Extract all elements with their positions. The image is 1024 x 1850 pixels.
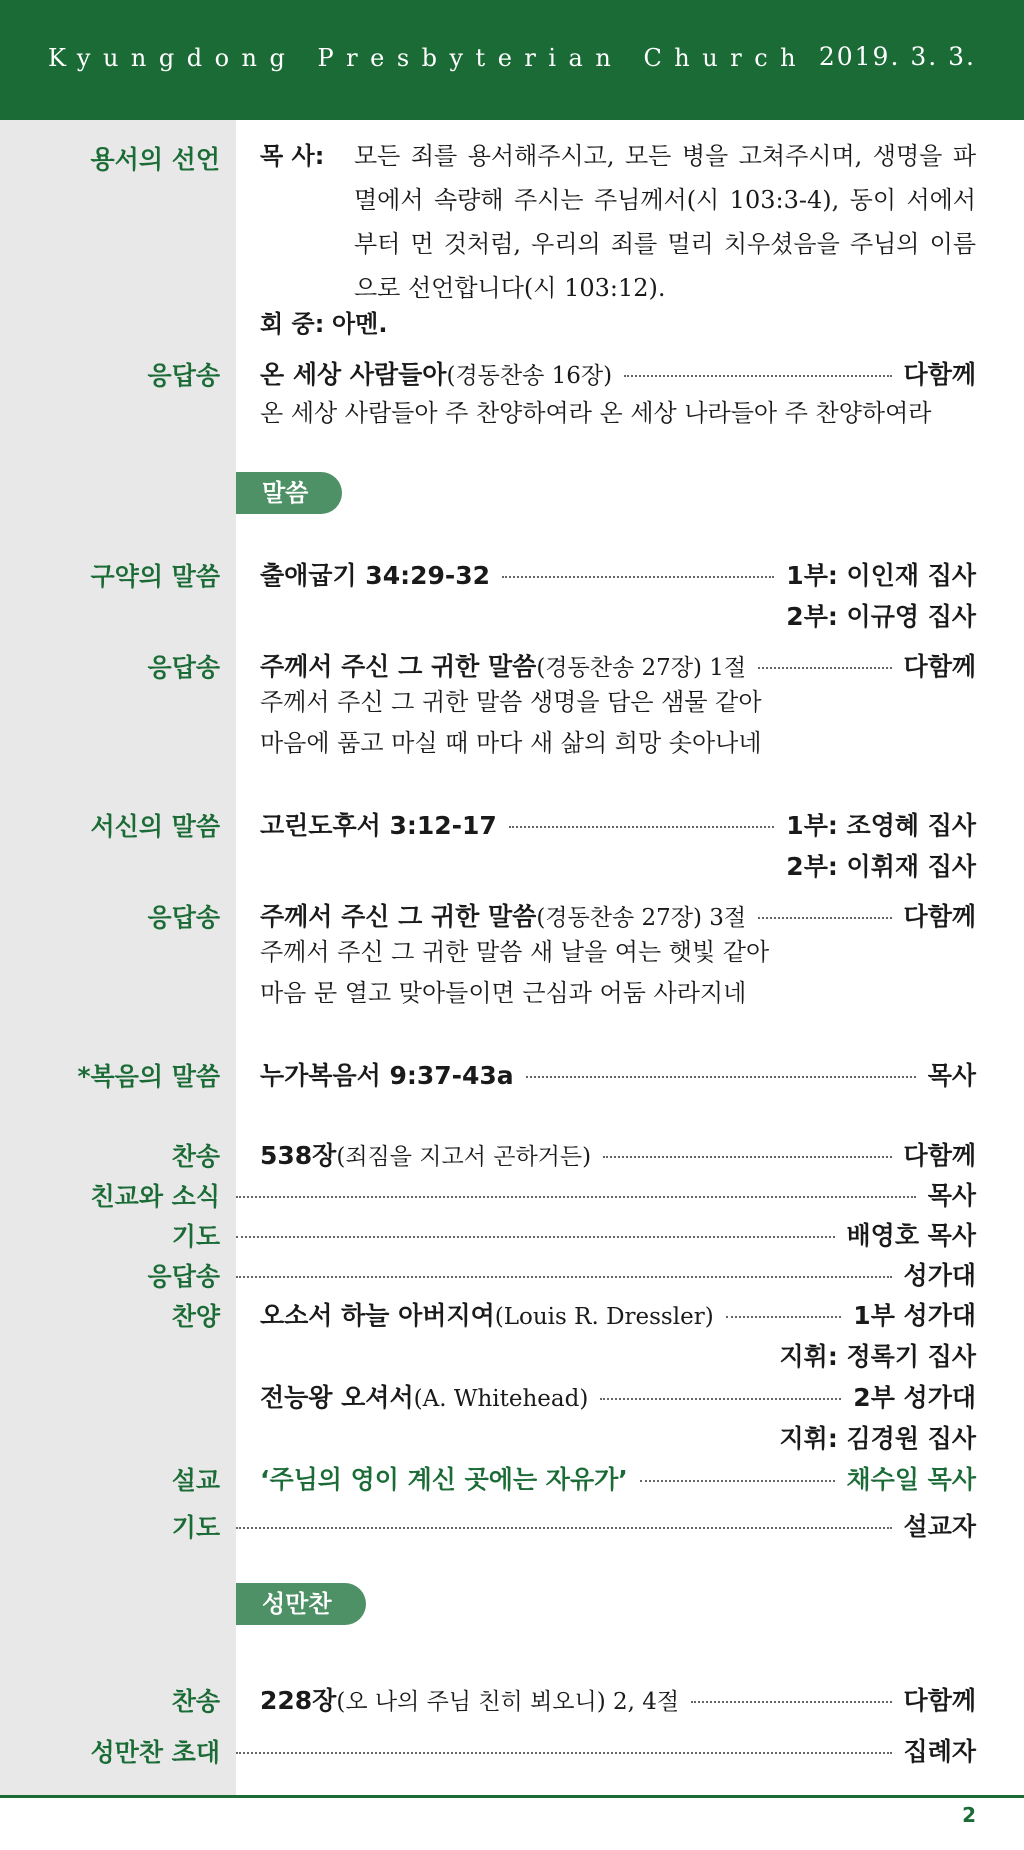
- dotted-leader: [758, 667, 891, 669]
- dotted-leader: [509, 826, 774, 828]
- response-3-source: (경동찬송 27장) 3절: [536, 905, 747, 931]
- gospel-title: 누가복음서 9:37-43a: [260, 1061, 514, 1090]
- absolution-minister: [260, 134, 976, 310]
- sermon-row: [260, 1460, 976, 1496]
- prayer-1-label: 기도: [171, 1222, 220, 1251]
- section-word-pill: 말씀: [236, 472, 342, 514]
- gospel-who: 목사: [927, 1061, 976, 1090]
- response-1-label: 응답송: [147, 361, 220, 390]
- prayer-1-row: [236, 1216, 976, 1252]
- communion-invite-who: 집례자: [903, 1737, 976, 1766]
- response-4-who: 성가대: [903, 1261, 976, 1290]
- response-3-who: 다함께: [903, 902, 976, 931]
- prayer-2-row: [236, 1507, 976, 1543]
- sermon-who: 채수일 목사: [846, 1465, 976, 1494]
- hymn-1-who: 다함께: [903, 1141, 976, 1170]
- response-1-who: 다함께: [903, 360, 976, 389]
- dotted-leader: [691, 1701, 891, 1703]
- sermon-title: ‘주님의 영이 계신 곳에는 자유가’: [260, 1465, 628, 1494]
- hymn-2-source: (오 나의 주님 친히 뵈오니) 2, 4절: [336, 1689, 680, 1715]
- congregation-text: 아멘.: [331, 310, 388, 338]
- dotted-leader: [624, 375, 891, 377]
- hymn-1-source: (죄짐을 지고서 곤하거든): [336, 1144, 592, 1170]
- ot-reading-label: 구약의 말씀: [90, 562, 220, 591]
- hymn-2-who: 다함께: [903, 1686, 976, 1715]
- ot-reading-title: 출애굽기 34:29-32: [260, 561, 491, 590]
- epistle-who-1: 1부: 조영혜 집사: [786, 811, 976, 840]
- dotted-leader: [526, 1076, 916, 1078]
- ot-reading-who-2: 2부: 이규영 집사: [786, 602, 976, 631]
- hymn-2-row: [260, 1681, 976, 1717]
- fellowship-who: 목사: [927, 1181, 976, 1210]
- response-2-row: [260, 647, 976, 683]
- gospel-label: *복음의 말씀: [77, 1062, 220, 1091]
- fellowship-label: 친교와 소식: [90, 1182, 220, 1211]
- epistle-label: 서신의 말씀: [90, 812, 220, 841]
- communion-invite-label: 성만찬 초대: [90, 1738, 220, 1767]
- dotted-leader: [236, 1527, 892, 1529]
- response-1-title: 온 세상 사람들아: [260, 360, 447, 389]
- page-number: 2: [962, 1803, 976, 1827]
- sermon-label: 설교: [171, 1466, 220, 1495]
- response-4-label: 응답송: [147, 1262, 220, 1291]
- dotted-leader: [502, 576, 774, 578]
- anthem-source-2: (A. Whitehead): [413, 1386, 589, 1412]
- congregation-label: 회 중:: [260, 310, 325, 338]
- absolution-label: 용서의 선언: [90, 145, 220, 174]
- response-1-source: (경동찬송 16장): [446, 363, 613, 389]
- hymn-1-title: 538장: [260, 1141, 337, 1170]
- communion-invite-row: [236, 1732, 976, 1768]
- response-4-row: [236, 1256, 976, 1292]
- anthem-row-2: [260, 1378, 976, 1414]
- response-2-who: 다함께: [903, 652, 976, 681]
- response-3-label: 응답송: [147, 903, 220, 932]
- dotted-leader: [236, 1752, 892, 1754]
- prayer-2-label: 기도: [171, 1513, 220, 1542]
- anthem-title-2: 전능왕 오셔서: [260, 1383, 414, 1412]
- dotted-leader: [236, 1236, 835, 1238]
- dotted-leader: [600, 1398, 841, 1400]
- anthem-conductor-2: 지휘: 김경원 집사: [779, 1424, 976, 1453]
- page-header: [0, 0, 1024, 120]
- response-3-row: [260, 897, 976, 933]
- dotted-leader: [603, 1156, 891, 1158]
- response-3-title: 주께서 주신 그 귀한 말씀: [260, 902, 537, 931]
- dotted-leader: [236, 1196, 916, 1198]
- ot-reading-who-1: 1부: 이인재 집사: [786, 561, 976, 590]
- response-2-source: (경동찬송 27장) 1절: [536, 655, 747, 681]
- ot-reading-row: [260, 556, 976, 592]
- dotted-leader: [236, 1276, 892, 1278]
- response-3-lyrics-2: 마음 문 열고 맞아들이면 근심과 어둠 사라지네: [260, 979, 747, 1007]
- dotted-leader: [640, 1480, 835, 1482]
- gospel-row: [260, 1056, 976, 1092]
- anthem-label: 찬양: [171, 1302, 220, 1331]
- epistle-title: 고린도후서 3:12-17: [260, 811, 497, 840]
- anthem-source-1: (Louis R. Dressler): [494, 1304, 714, 1330]
- anthem-conductor-1: 지휘: 정록기 집사: [779, 1342, 976, 1371]
- fellowship-row: [236, 1176, 976, 1212]
- hymn-2-title: 228장: [260, 1686, 337, 1715]
- minister-text: 모든 죄를 용서해주시고, 모든 병을 고쳐주시며, 생명을 파멸에서 속량해 주시는 주님께서(시 103:3-4), 동이 서에서부터 먼 것처럼, 우리의 죄를 멀리 치우셨음을 주님의 이름으로 선언합니다(시 103:12).: [354, 142, 976, 302]
- minister-label: 목 사:: [260, 142, 325, 170]
- response-2-title: 주께서 주신 그 귀한 말씀: [260, 652, 537, 681]
- response-2-label: 응답송: [147, 653, 220, 682]
- prayer-1-who: 배영호 목사: [846, 1221, 976, 1250]
- response-1-row: [260, 355, 976, 391]
- prayer-2-who: 설교자: [903, 1512, 976, 1541]
- response-3-lyrics-1: 주께서 주신 그 귀한 말씀 새 날을 여는 햇빛 같아: [260, 938, 770, 966]
- dotted-leader: [758, 917, 891, 919]
- absolution-congregation: [260, 302, 976, 346]
- response-1-lyrics: 온 세상 사람들아 주 찬양하여라 온 세상 나라들아 주 찬양하여라: [260, 399, 932, 427]
- response-2-lyrics-2: 마음에 품고 마실 때 마다 새 삶의 희망 솟아나네: [260, 729, 762, 757]
- anthem-row-1: [260, 1296, 976, 1332]
- response-2-lyrics-1: 주께서 주신 그 귀한 말씀 생명을 담은 샘물 같아: [260, 688, 762, 716]
- hymn-2-label: 찬송: [171, 1687, 220, 1716]
- hymn-1-row: [260, 1136, 976, 1172]
- bulletin-date: 2019. 3. 3.: [818, 42, 976, 71]
- dotted-leader: [726, 1316, 842, 1318]
- church-name: Kyungdong Presbyterian Church: [48, 44, 809, 72]
- section-communion-pill: 성만찬: [236, 1583, 366, 1625]
- epistle-who-2: 2부: 이휘재 집사: [786, 852, 976, 881]
- hymn-1-label: 찬송: [171, 1142, 220, 1171]
- anthem-who-1: 1부 성가대: [853, 1301, 976, 1330]
- footer-rule: [0, 1795, 1024, 1798]
- anthem-title-1: 오소서 하늘 아버지여: [260, 1301, 495, 1330]
- epistle-row: [260, 806, 976, 842]
- anthem-who-2: 2부 성가대: [853, 1383, 976, 1412]
